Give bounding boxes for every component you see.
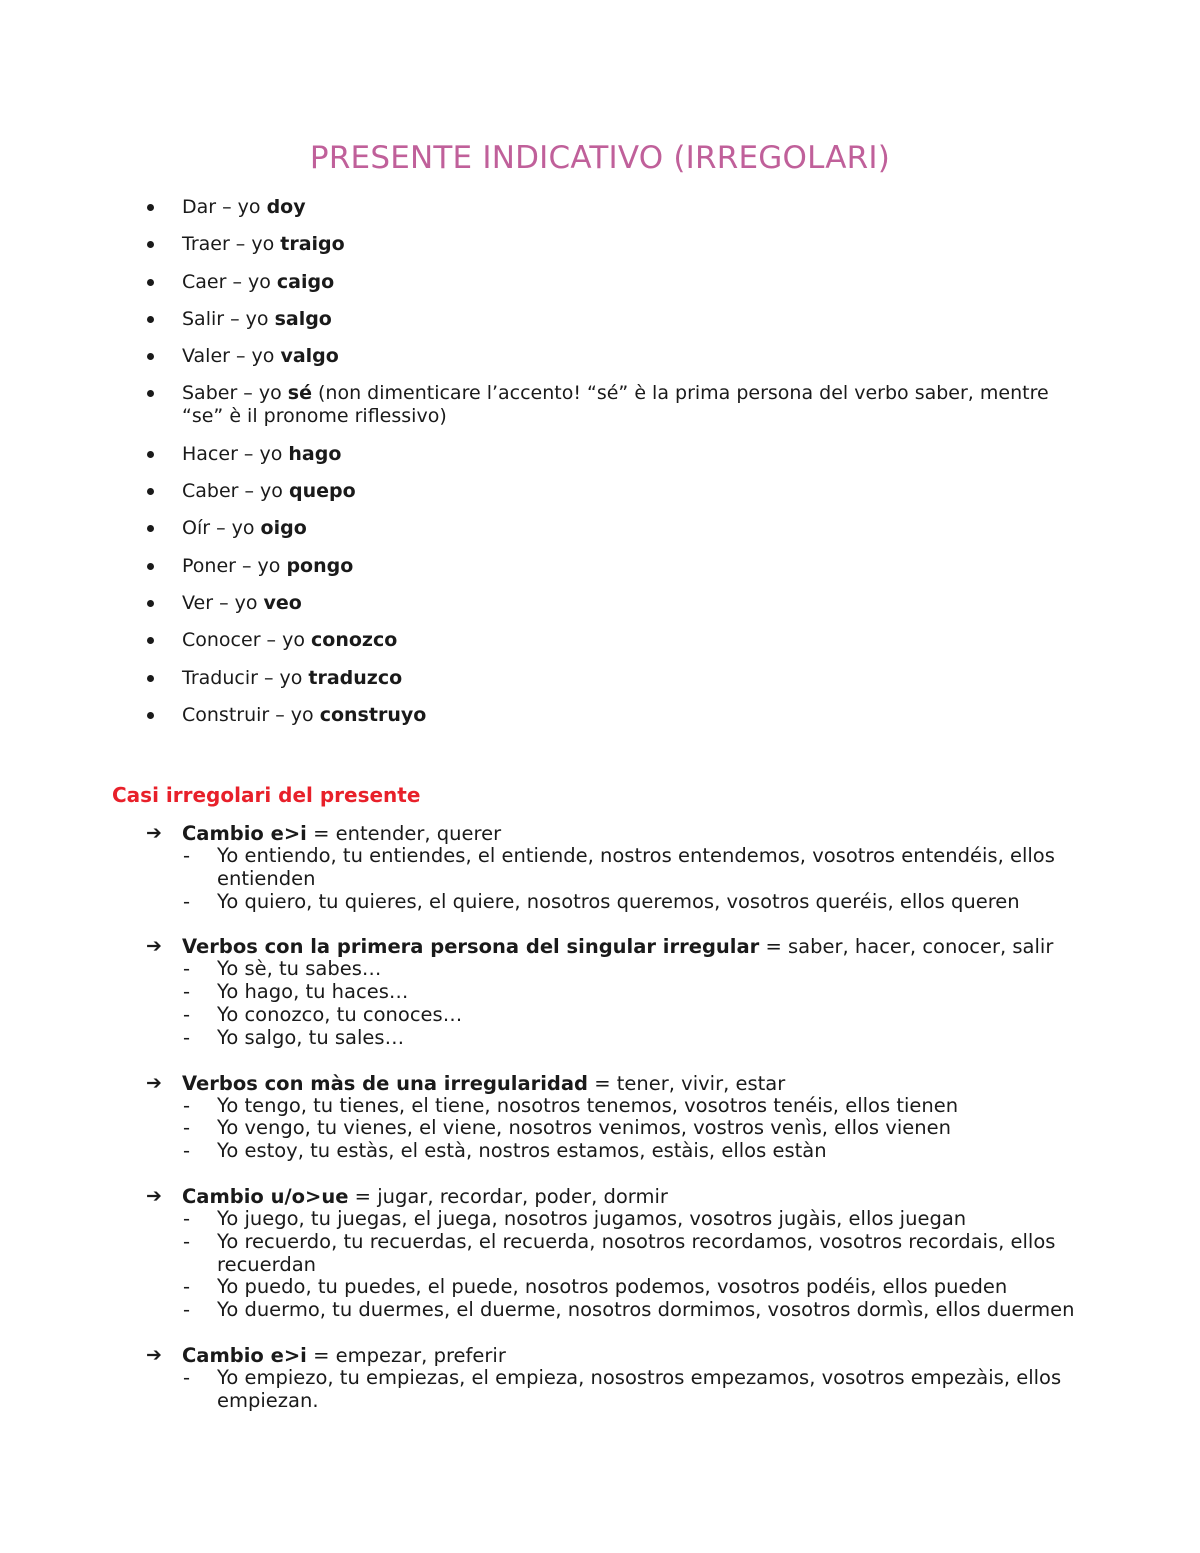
section-heading: Casi irregolari del presente bbox=[112, 783, 421, 807]
irregular-cases-list bbox=[0, 822, 1200, 1435]
verb-infinitive: Conocer – yo bbox=[182, 629, 311, 652]
arrow-right-icon: ➔ bbox=[146, 822, 162, 844]
example-text: Yo hago, tu haces… bbox=[217, 980, 409, 1004]
bullet-icon bbox=[147, 637, 154, 644]
verb-infinitive: Poner – yo bbox=[182, 554, 287, 577]
verb-list-item bbox=[0, 517, 1200, 540]
example-text: Yo entiendo, tu entiendes, el entiende, nostros entendemos, vosotros entendéis, ellos entienden bbox=[217, 844, 1055, 890]
verb-infinitive: Caber – yo bbox=[182, 480, 289, 503]
case-verbs: = entender, querer bbox=[306, 822, 502, 845]
dash-icon: - bbox=[183, 1229, 191, 1253]
verb-list-item bbox=[0, 443, 1200, 466]
example-item bbox=[0, 845, 1200, 891]
case-heading bbox=[0, 1185, 1200, 1208]
verb-first-person: veo bbox=[263, 591, 302, 614]
case-verbs: = tener, vivir, estar bbox=[588, 1071, 786, 1095]
verb-list-item bbox=[0, 196, 1200, 219]
case-verbs: = saber, hacer, conocer, salir bbox=[759, 935, 1054, 959]
example-list bbox=[0, 1208, 1200, 1322]
example-text: Yo quiero, tu quieres, el quiere, nosotros queremos, vosotros queréis, ellos queren bbox=[217, 889, 1020, 913]
irregular-case bbox=[0, 822, 1200, 913]
dash-icon: - bbox=[183, 844, 191, 867]
bullet-icon bbox=[147, 241, 154, 248]
irregular-verbs-list bbox=[0, 196, 1200, 741]
verb-list-item bbox=[0, 629, 1200, 652]
example-item bbox=[0, 958, 1200, 981]
bullet-icon bbox=[147, 525, 154, 532]
verb-first-person: quepo bbox=[288, 480, 356, 503]
dash-icon: - bbox=[183, 1365, 191, 1389]
verb-first-person: valgo bbox=[280, 345, 339, 368]
bullet-icon bbox=[147, 451, 154, 458]
example-item bbox=[0, 1231, 1200, 1277]
verb-infinitive: Dar – yo bbox=[182, 196, 267, 218]
verb-list-item bbox=[0, 704, 1200, 727]
verb-infinitive: Traducir – yo bbox=[182, 666, 309, 689]
verb-first-person: conozco bbox=[311, 629, 398, 652]
verb-first-person: doy bbox=[266, 196, 306, 218]
example-text: Yo estoy, tu estàs, el està, nostros estamos, estàis, ellos estàn bbox=[217, 1139, 827, 1163]
verb-list-item bbox=[0, 592, 1200, 615]
example-text: Yo tengo, tu tienes, el tiene, nosotros tenemos, vosotros tenéis, ellos tienen bbox=[217, 1093, 959, 1117]
case-verbs: = empezar, preferir bbox=[306, 1343, 506, 1367]
example-item bbox=[0, 1027, 1200, 1050]
example-text: Yo empiezo, tu empiezas, el empieza, nosostros empezamos, vosotros empezàis, ellos empiezan. bbox=[217, 1365, 1062, 1412]
verb-first-person: salgo bbox=[274, 307, 332, 330]
example-item bbox=[0, 1276, 1200, 1299]
example-item bbox=[0, 1208, 1200, 1231]
verb-infinitive: Hacer – yo bbox=[182, 442, 289, 465]
verb-list-item bbox=[0, 308, 1200, 331]
example-item bbox=[0, 891, 1200, 914]
bullet-icon bbox=[147, 204, 154, 211]
dash-icon: - bbox=[183, 1002, 191, 1026]
example-list bbox=[0, 958, 1200, 1049]
dash-icon: - bbox=[183, 1139, 191, 1163]
case-title: Verbos con la primera persona del singular irregular bbox=[182, 935, 760, 959]
example-text: Yo duermo, tu duermes, el duerme, nosotros dormimos, vosotros dormìs, ellos duermen bbox=[217, 1298, 1075, 1322]
verb-first-person: traduzco bbox=[308, 666, 403, 689]
dash-icon: - bbox=[183, 1093, 191, 1117]
dash-icon: - bbox=[183, 1206, 191, 1230]
example-item bbox=[0, 1299, 1200, 1322]
irregular-case bbox=[0, 1344, 1200, 1413]
verb-list-item bbox=[0, 480, 1200, 503]
example-list bbox=[0, 1367, 1200, 1413]
irregular-case bbox=[0, 935, 1200, 1049]
example-text: Yo conozco, tu conoces… bbox=[217, 1002, 463, 1026]
dash-icon: - bbox=[183, 889, 191, 913]
arrow-right-icon: ➔ bbox=[146, 1343, 162, 1366]
example-item bbox=[0, 1367, 1200, 1413]
case-heading bbox=[0, 1344, 1200, 1367]
verb-list-item bbox=[0, 382, 1200, 428]
verb-infinitive: Caer – yo bbox=[182, 270, 277, 293]
verb-first-person: caigo bbox=[276, 270, 335, 293]
example-text: Yo juego, tu juegas, el juega, nosotros jugamos, vosotros jugàis, ellos juegan bbox=[217, 1206, 967, 1230]
verb-infinitive: Oír – yo bbox=[182, 517, 261, 540]
verb-list-item bbox=[0, 271, 1200, 294]
case-title: Cambio e>i bbox=[182, 822, 307, 845]
verb-list-item bbox=[0, 345, 1200, 368]
dash-icon: - bbox=[183, 957, 191, 981]
verb-first-person: traigo bbox=[280, 233, 345, 256]
case-title: Cambio u/o>ue bbox=[182, 1184, 349, 1208]
case-title: Verbos con màs de una irregularidad bbox=[182, 1071, 589, 1095]
verb-first-person: sé bbox=[287, 382, 312, 405]
example-text: Yo recuerdo, tu recuerdas, el recuerda, nosotros recordamos, vosotros recordais, ellos recuerdan bbox=[217, 1229, 1056, 1276]
example-list bbox=[0, 1095, 1200, 1163]
arrow-right-icon: ➔ bbox=[146, 935, 162, 958]
verb-first-person: construyo bbox=[319, 703, 427, 726]
example-text: Yo salgo, tu sales… bbox=[217, 1025, 405, 1049]
example-text: Yo sè, tu sabes… bbox=[217, 957, 382, 981]
verb-list-item bbox=[0, 555, 1200, 578]
verb-first-person: oigo bbox=[260, 517, 307, 540]
bullet-icon bbox=[147, 279, 154, 286]
case-heading bbox=[0, 1072, 1200, 1095]
verb-infinitive: Traer – yo bbox=[182, 233, 281, 256]
bullet-icon bbox=[147, 488, 154, 495]
case-heading bbox=[0, 935, 1200, 958]
bullet-icon bbox=[147, 353, 154, 360]
example-item bbox=[0, 1004, 1200, 1027]
example-item bbox=[0, 1140, 1200, 1163]
bullet-icon bbox=[147, 600, 154, 607]
dash-icon: - bbox=[183, 1025, 191, 1049]
verb-infinitive: Salir – yo bbox=[182, 307, 275, 330]
verb-infinitive: Construir – yo bbox=[182, 703, 320, 726]
dash-icon: - bbox=[183, 1116, 191, 1140]
verb-list-item bbox=[0, 233, 1200, 256]
irregular-case bbox=[0, 1185, 1200, 1322]
verb-list-item bbox=[0, 667, 1200, 690]
verb-infinitive: Valer – yo bbox=[182, 345, 281, 368]
verb-infinitive: Ver – yo bbox=[182, 591, 264, 614]
verb-first-person: hago bbox=[288, 442, 342, 465]
example-text: Yo vengo, tu vienes, el viene, nosotros venimos, vostros venìs, ellos vienen bbox=[217, 1116, 951, 1140]
case-heading bbox=[0, 822, 1200, 845]
verb-first-person: pongo bbox=[286, 554, 354, 577]
irregular-case bbox=[0, 1072, 1200, 1163]
arrow-right-icon: ➔ bbox=[146, 1071, 162, 1094]
bullet-icon bbox=[147, 712, 154, 719]
verb-note: (non dimenticare l’accento! “sé” è la prima persona del verbo saber, mentre “se” è il pronome riflessivo) bbox=[182, 382, 1049, 428]
bullet-icon bbox=[147, 390, 154, 397]
verb-infinitive: Saber – yo bbox=[182, 382, 288, 405]
example-list bbox=[0, 845, 1200, 913]
example-item bbox=[0, 1117, 1200, 1140]
bullet-icon bbox=[147, 675, 154, 682]
dash-icon: - bbox=[183, 1298, 191, 1322]
page-title: PRESENTE INDICATIVO (IRREGOLARI) bbox=[309, 140, 891, 176]
example-item bbox=[0, 1095, 1200, 1118]
dash-icon: - bbox=[183, 980, 191, 1004]
dash-icon: - bbox=[183, 1275, 191, 1299]
case-verbs: = jugar, recordar, poder, dormir bbox=[348, 1184, 668, 1208]
example-item bbox=[0, 981, 1200, 1004]
example-text: Yo puedo, tu puedes, el puede, nosotros podemos, vosotros podéis, ellos pueden bbox=[217, 1275, 1008, 1299]
bullet-icon bbox=[147, 316, 154, 323]
arrow-right-icon: ➔ bbox=[146, 1184, 162, 1207]
bullet-icon bbox=[147, 563, 154, 570]
case-title: Cambio e>i bbox=[182, 1343, 307, 1367]
